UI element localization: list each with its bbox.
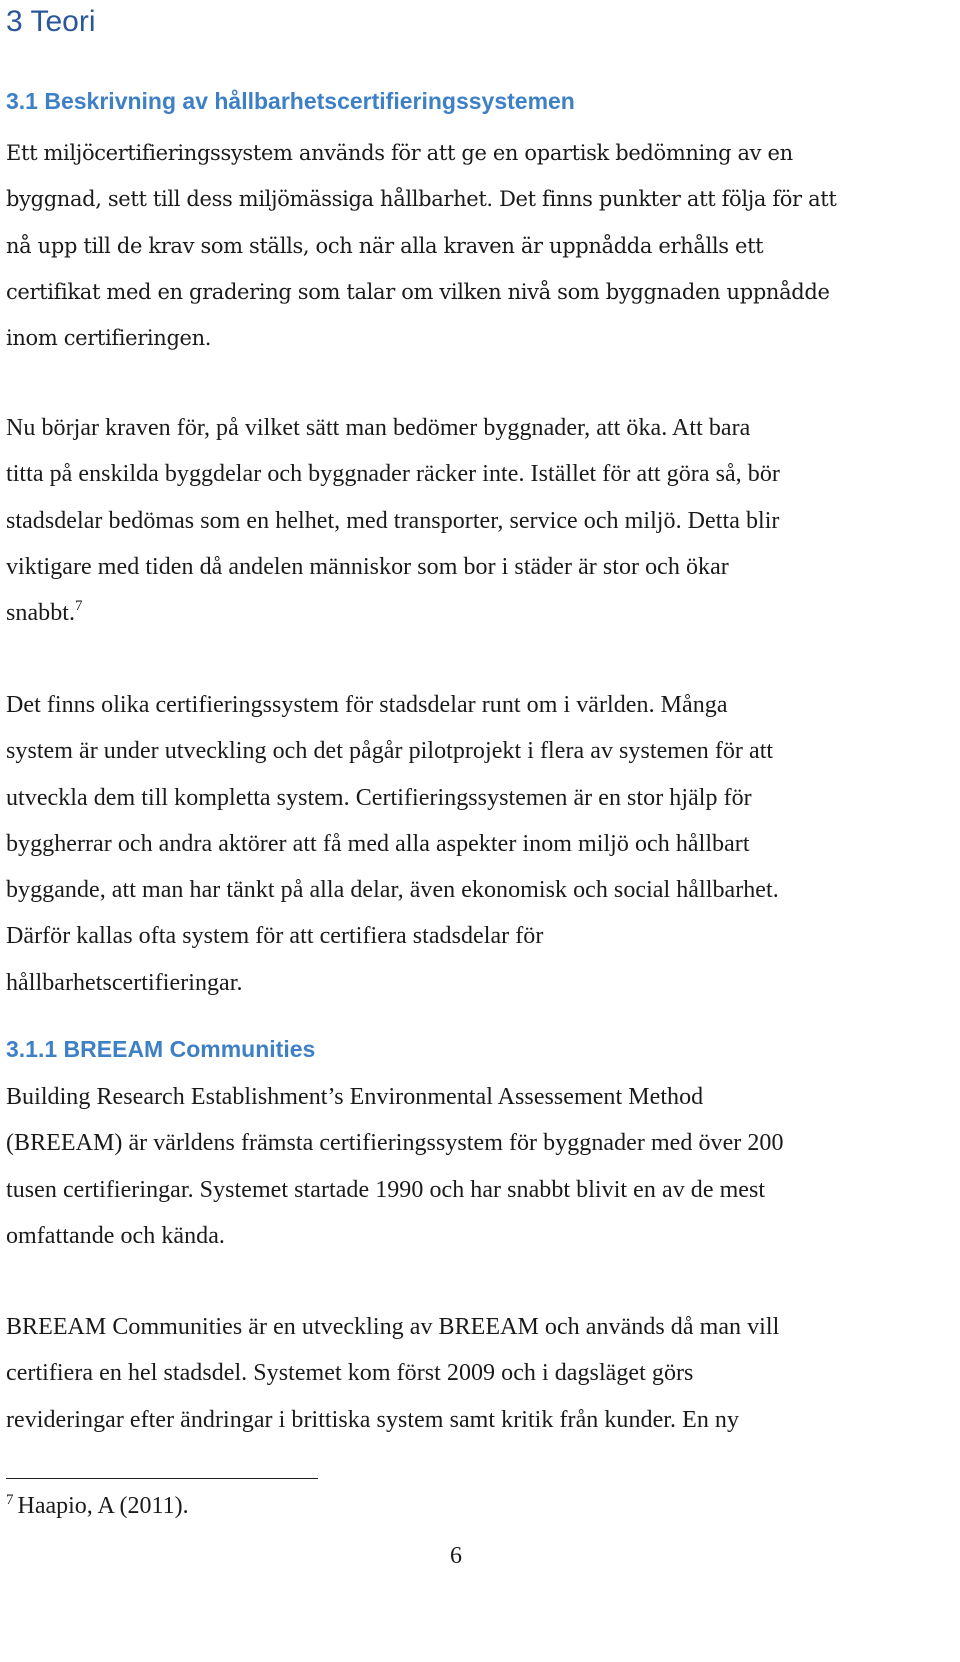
section-heading-3-1: 3.1 Beskrivning av hållbarhetscertifieringssystemen	[6, 88, 575, 114]
paragraph-line: hållbarhetscertifieringar.	[6, 969, 243, 996]
paragraph-line: nå upp till de krav som ställs, och när alla kraven är uppnådda erhålls ett	[6, 233, 764, 258]
footnote-separator	[6, 1478, 318, 1479]
section-heading-3-1-1: 3.1.1 BREEAM Communities	[6, 1036, 316, 1062]
paragraph-line-text: snabbt.	[6, 600, 76, 627]
paragraph-line: revideringar efter ändringar i brittiska system samt kritik från kunder. En ny	[6, 1406, 740, 1433]
page-number: 6	[450, 1543, 462, 1569]
paragraph-line: stadsdelar bedömas som en helhet, med transporter, service och miljö. Detta blir	[6, 507, 780, 534]
paragraph-line	[6, 590, 906, 636]
paragraph-3	[6, 682, 906, 1006]
paragraph-line: Därför kallas ofta system för att certifiera stadsdelar för	[6, 923, 544, 950]
paragraph-line: (BREEAM) är världens främsta certifieringssystem för byggnader med över 200	[6, 1130, 784, 1157]
paragraph-line: titta på enskilda byggdelar och byggnader räcker inte. Istället för att göra så, bör	[6, 461, 780, 488]
chapter-heading: 3 Teori	[6, 5, 96, 38]
paragraph-line: tusen certifieringar. Systemet startade 1990 och har snabbt blivit en av de mest	[6, 1176, 766, 1203]
footnote	[6, 1488, 189, 1524]
paragraph-line: Building Research Establishment’s Environmental Assessement Method	[6, 1084, 704, 1110]
paragraph-1	[6, 130, 906, 361]
footnote-text: Haapio, A (2011).	[17, 1493, 189, 1519]
paragraph-line: omfattande och kända.	[6, 1222, 225, 1249]
paragraph-line: byggherrar och andra aktörer att få med alla aspekter inom miljö och hållbart	[6, 830, 750, 857]
paragraph-line: byggnad, sett till dess miljömässiga hållbarhet. Det finns punkter att följa för att	[6, 187, 837, 212]
paragraph-line: BREEAM Communities är en utveckling av BREEAM och används då man vill	[6, 1314, 780, 1340]
paragraph-line: inom certifieringen.	[6, 326, 212, 351]
paragraph-line: certifiera en hel stadsdel. Systemet kom först 2009 och i dagsläget görs	[6, 1360, 694, 1387]
paragraph-line: Nu börjar kraven för, på vilket sätt man bedömer byggnader, att öka. Att bara	[6, 415, 751, 441]
paragraph-line: Ett miljöcertifieringssystem används för att ge en opartisk bedömning av en	[6, 141, 793, 165]
paragraph-line: byggande, att man har tänkt på alla delar, även ekonomisk och social hållbarhet.	[6, 877, 779, 904]
paragraph-line: system är under utveckling och det pågår pilotprojekt i flera av systemen för att	[6, 738, 774, 765]
paragraph-line: viktigare med tiden då andelen människor som bor i städer är stor och ökar	[6, 553, 729, 580]
paragraph-line: utveckla dem till kompletta system. Certifieringssystemen är en stor hjälp för	[6, 784, 752, 811]
paragraph-2	[6, 405, 906, 636]
paragraph-line: certifikat med en gradering som talar om vilken nivå som byggnaden uppnådde	[6, 279, 830, 304]
paragraph-line: Det finns olika certifieringssystem för stadsdelar runt om i världen. Många	[6, 692, 728, 718]
paragraph-4	[6, 1074, 906, 1259]
paragraph-5	[6, 1304, 906, 1443]
footnote-mark: 7	[6, 1492, 14, 1508]
footnote-reference[interactable]: 7	[75, 598, 83, 615]
